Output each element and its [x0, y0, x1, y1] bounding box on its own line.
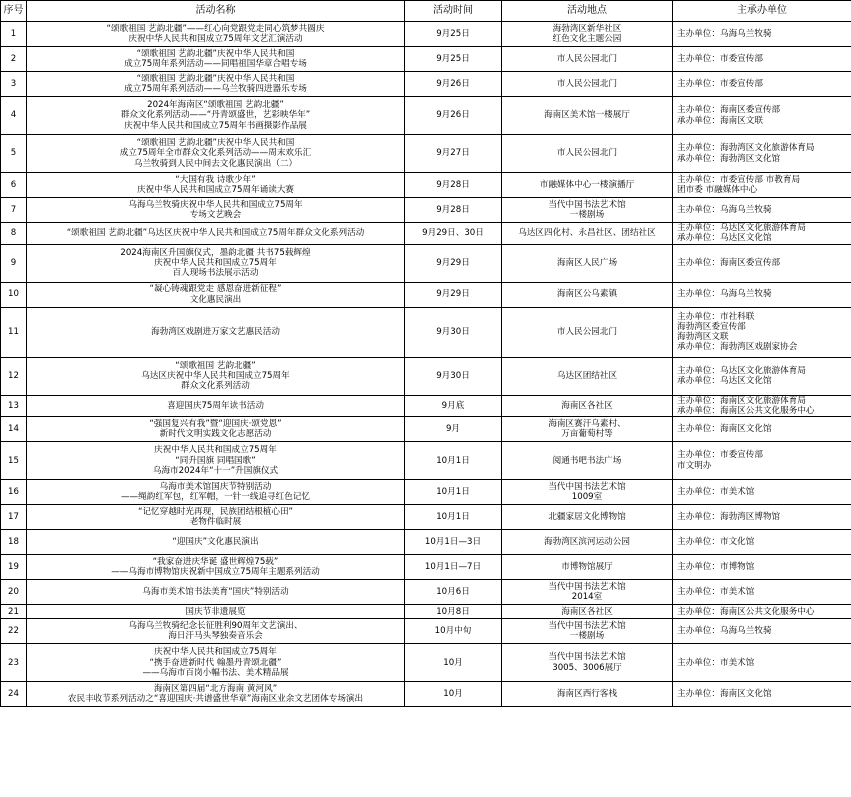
row-organizer: 主办单位：乌海乌兰牧骑 — [673, 282, 851, 307]
row-index: 15 — [1, 442, 27, 480]
table-row — [1, 395, 851, 417]
table-row — [1, 22, 851, 47]
row-activity-name: “颂歌祖国 艺韵北疆”乌达区庆祝中华人民共和国成立75周年群众文化系列活动 — [27, 223, 405, 245]
row-index: 21 — [1, 605, 27, 619]
table-header-row — [1, 1, 851, 22]
row-activity-name: 庆祝中华人民共和国成立75周年 “携手奋进新时代 翰墨丹青颂北疆” ——乌海市百岗小幅书法、美术精品展 — [27, 644, 405, 682]
row-activity-time: 9月 — [405, 417, 502, 442]
row-activity-name: “颂歌祖国 艺韵北疆”——红心向党跟党走同心筑梦共圆庆 庆祝中华人民共和国成立75周年文艺汇演活动 — [27, 22, 405, 47]
row-activity-time: 9月29日、30日 — [405, 223, 502, 245]
row-activity-name: 2024年海南区“颂歌祖国 艺韵北疆” 群众文化系列活动——“丹青颂盛世，艺彩映华年” 庆祝中华人民共和国成立75周年书画摄影作品展 — [27, 97, 405, 135]
row-index: 10 — [1, 282, 27, 307]
row-activity-place: 当代中国书法艺术馆 1009室 — [502, 480, 673, 505]
row-activity-place: 阅通书吧书法广场 — [502, 442, 673, 480]
row-index: 14 — [1, 417, 27, 442]
row-activity-time: 10月中旬 — [405, 619, 502, 644]
row-activity-place: 海南区西行客栈 — [502, 682, 673, 707]
row-activity-time: 9月25日 — [405, 47, 502, 72]
table-row — [1, 223, 851, 245]
row-activity-name: “大国有我 诗歌少年” 庆祝中华人民共和国成立75周年诵读大赛 — [27, 173, 405, 198]
row-organizer: 主办单位：海南区委宣传部 承办单位：海南区文联 — [673, 97, 851, 135]
row-organizer: 主办单位：乌达区文化旅游体育局 承办单位：乌达区文化馆 — [673, 223, 851, 245]
table-row — [1, 47, 851, 72]
row-activity-name: “颂歌祖国 艺韵北疆”庆祝中华人民共和国 成立75周年全市群众文化系列活动——周末欢乐汇 乌兰牧骑到人民中间去文化惠民演出（二） — [27, 135, 405, 173]
row-organizer: 主办单位：乌达区文化旅游体育局 承办单位：乌达区文化馆 — [673, 357, 851, 395]
row-organizer: 主办单位：海南区文化馆 — [673, 417, 851, 442]
table-row — [1, 97, 851, 135]
table-row — [1, 282, 851, 307]
table-row — [1, 555, 851, 580]
row-activity-name: 2024海南区升国旗仪式，墨韵北疆 共书75载辉煌 庆祝中华人民共和国成立75周年 百人现场书法展示活动 — [27, 244, 405, 282]
row-activity-name: 海南区第四届“北方海南 黄河风” 农民丰收节系列活动之“喜迎国庆·共谱盛世华章”海南区业余文艺团体专场演出 — [27, 682, 405, 707]
row-index: 6 — [1, 173, 27, 198]
row-activity-time: 10月1日—3日 — [405, 530, 502, 555]
row-activity-place: 海南区公乌素镇 — [502, 282, 673, 307]
row-activity-time: 10月8日 — [405, 605, 502, 619]
row-activity-place: 海南区各社区 — [502, 395, 673, 417]
row-organizer: 主办单位：市委宣传部 市文明办 — [673, 442, 851, 480]
row-activity-name: 乌海市美术馆书法美育“国庆”特别活动 — [27, 580, 405, 605]
row-organizer: 主办单位：海南区文化旅游体育局 承办单位：海南区公共文化服务中心 — [673, 395, 851, 417]
row-activity-place: 当代中国书法艺术馆 一楼剧场 — [502, 619, 673, 644]
row-organizer: 主办单位：市委宣传部 市教育局 团市委 市融媒体中心 — [673, 173, 851, 198]
row-organizer: 主办单位：市美术馆 — [673, 580, 851, 605]
row-activity-place: 当代中国书法艺术馆 3005、3006展厅 — [502, 644, 673, 682]
row-activity-name: 乌海市美术馆国庆节特别活动 ——绳韵红军包，红军帽，一针一线追寻红色记忆 — [27, 480, 405, 505]
row-activity-name: “迎国庆”文化惠民演出 — [27, 530, 405, 555]
row-organizer: 主办单位：海勃湾区博物馆 — [673, 505, 851, 530]
row-activity-time: 9月27日 — [405, 135, 502, 173]
row-organizer: 主办单位：海南区委宣传部 — [673, 244, 851, 282]
row-activity-name: “颂歌祖国 艺韵北疆”庆祝中华人民共和国 成立75周年系列活动——同唱祖国华章合唱专场 — [27, 47, 405, 72]
row-activity-name: 庆祝中华人民共和国成立75周年 “同升国旗 同唱国歌” 乌海市2024年“十一”升国旗仪式 — [27, 442, 405, 480]
row-activity-place: 市博物馆展厅 — [502, 555, 673, 580]
row-activity-time: 10月1日 — [405, 505, 502, 530]
row-activity-time: 9月26日 — [405, 97, 502, 135]
row-index: 4 — [1, 97, 27, 135]
row-activity-time: 9月25日 — [405, 22, 502, 47]
row-index: 17 — [1, 505, 27, 530]
table-row — [1, 505, 851, 530]
row-activity-time: 9月28日 — [405, 198, 502, 223]
row-activity-time: 9月28日 — [405, 173, 502, 198]
row-organizer: 主办单位：市委宣传部 — [673, 47, 851, 72]
row-activity-time: 9月30日 — [405, 357, 502, 395]
row-organizer: 主办单位：市美术馆 — [673, 480, 851, 505]
row-activity-name: 国庆节非遗展览 — [27, 605, 405, 619]
row-organizer: 主办单位：市美术馆 — [673, 644, 851, 682]
row-activity-time: 10月1日—7日 — [405, 555, 502, 580]
row-activity-name: “记忆穿越时光再现，民族团结根植心田” 老物件临时展 — [27, 505, 405, 530]
row-activity-time: 10月1日 — [405, 480, 502, 505]
row-index: 20 — [1, 580, 27, 605]
row-activity-name: 海勃湾区戏剧进万家文艺惠民活动 — [27, 307, 405, 357]
row-activity-time: 10月 — [405, 644, 502, 682]
row-index: 22 — [1, 619, 27, 644]
row-index: 2 — [1, 47, 27, 72]
table-row — [1, 644, 851, 682]
table-row — [1, 173, 851, 198]
row-activity-place: 海勃湾区新华社区 红色文化主题公园 — [502, 22, 673, 47]
row-activity-name: “我家奋进庆华诞 盛世辉煌75载” ——乌海市博物馆庆祝新中国成立75周年主题系列活动 — [27, 555, 405, 580]
row-organizer: 主办单位：海勃湾区文化旅游体育局 承办单位：海勃湾区文化馆 — [673, 135, 851, 173]
row-activity-time: 10月1日 — [405, 442, 502, 480]
row-index: 8 — [1, 223, 27, 245]
row-activity-place: 市人民公园北门 — [502, 72, 673, 97]
row-activity-name: “颂歌祖国 艺韵北疆” 乌达区庆祝中华人民共和国成立75周年 群众文化系列活动 — [27, 357, 405, 395]
row-activity-place: 市人民公园北门 — [502, 307, 673, 357]
row-index: 19 — [1, 555, 27, 580]
row-activity-name: 喜迎国庆75周年读书活动 — [27, 395, 405, 417]
row-organizer: 主办单位：乌海乌兰牧骑 — [673, 22, 851, 47]
table-row — [1, 580, 851, 605]
table-row — [1, 605, 851, 619]
row-organizer: 主办单位：市文化馆 — [673, 530, 851, 555]
row-organizer: 主办单位：海南区文化馆 — [673, 682, 851, 707]
row-organizer: 主办单位：市委宣传部 — [673, 72, 851, 97]
row-index: 7 — [1, 198, 27, 223]
row-activity-time: 9月26日 — [405, 72, 502, 97]
row-activity-place: 市人民公园北门 — [502, 135, 673, 173]
row-activity-name: 乌海乌兰牧骑庆祝中华人民共和国成立75周年 专场文艺晚会 — [27, 198, 405, 223]
row-index: 5 — [1, 135, 27, 173]
row-activity-name: “凝心铸魂跟党走 感恩奋进新征程” 文化惠民演出 — [27, 282, 405, 307]
row-index: 12 — [1, 357, 27, 395]
table-row — [1, 307, 851, 357]
row-activity-time: 9月29日 — [405, 244, 502, 282]
row-activity-time: 9月底 — [405, 395, 502, 417]
row-activity-time: 10月6日 — [405, 580, 502, 605]
row-activity-name: “颂歌祖国 艺韵北疆”庆祝中华人民共和国 成立75周年系列活动——乌兰牧骑四进器乐专场 — [27, 72, 405, 97]
row-activity-place: 海南区美术馆一楼展厅 — [502, 97, 673, 135]
row-index: 16 — [1, 480, 27, 505]
header-activity-name: 活动名称 — [27, 1, 405, 22]
row-activity-place: 乌达区团结社区 — [502, 357, 673, 395]
row-index: 9 — [1, 244, 27, 282]
row-activity-place: 海南区人民广场 — [502, 244, 673, 282]
row-index: 13 — [1, 395, 27, 417]
table-row — [1, 244, 851, 282]
row-index: 3 — [1, 72, 27, 97]
row-index: 23 — [1, 644, 27, 682]
table-row — [1, 442, 851, 480]
table-row — [1, 357, 851, 395]
row-activity-place: 海南区赛汗乌素村、 万亩葡萄村等 — [502, 417, 673, 442]
row-index: 18 — [1, 530, 27, 555]
row-index: 24 — [1, 682, 27, 707]
row-activity-place: 市人民公园北门 — [502, 47, 673, 72]
row-organizer: 主办单位：海南区公共文化服务中心 — [673, 605, 851, 619]
row-activity-name: “强国复兴有我”暨“迎国庆·颂党恩” 新时代文明实践文化志愿活动 — [27, 417, 405, 442]
row-activity-place: 海南区各社区 — [502, 605, 673, 619]
table-row — [1, 480, 851, 505]
row-activity-place: 海勃湾区滨河运动公园 — [502, 530, 673, 555]
table-body — [1, 22, 851, 707]
row-activity-time: 9月30日 — [405, 307, 502, 357]
row-activity-place: 当代中国书法艺术馆 2014室 — [502, 580, 673, 605]
row-activity-place: 乌达区四化村、永昌社区、团结社区 — [502, 223, 673, 245]
row-index: 1 — [1, 22, 27, 47]
row-organizer: 主办单位：乌海乌兰牧骑 — [673, 619, 851, 644]
table-row — [1, 682, 851, 707]
table-row — [1, 198, 851, 223]
table-row — [1, 619, 851, 644]
table-row — [1, 417, 851, 442]
table-row — [1, 530, 851, 555]
header-index: 序号 — [1, 1, 27, 22]
row-index: 11 — [1, 307, 27, 357]
row-organizer: 主办单位：市社科联 海勃湾区委宣传部 海勃湾区文联 承办单位：海勃湾区戏剧家协会 — [673, 307, 851, 357]
row-activity-place: 市融媒体中心一楼演播厅 — [502, 173, 673, 198]
header-organizer: 主承办单位 — [673, 1, 851, 22]
table-row — [1, 135, 851, 173]
row-activity-place: 北疆家居文化博物馆 — [502, 505, 673, 530]
row-activity-place: 当代中国书法艺术馆 一楼剧场 — [502, 198, 673, 223]
row-activity-name: 乌海乌兰牧骑纪念长征胜利90周年文艺演出、 海日汗马头琴独奏音乐会 — [27, 619, 405, 644]
row-organizer: 主办单位：乌海乌兰牧骑 — [673, 198, 851, 223]
header-activity-place: 活动地点 — [502, 1, 673, 22]
row-organizer: 主办单位：市博物馆 — [673, 555, 851, 580]
row-activity-time: 9月29日 — [405, 282, 502, 307]
row-activity-time: 10月 — [405, 682, 502, 707]
table-row — [1, 72, 851, 97]
header-activity-time: 活动时间 — [405, 1, 502, 22]
